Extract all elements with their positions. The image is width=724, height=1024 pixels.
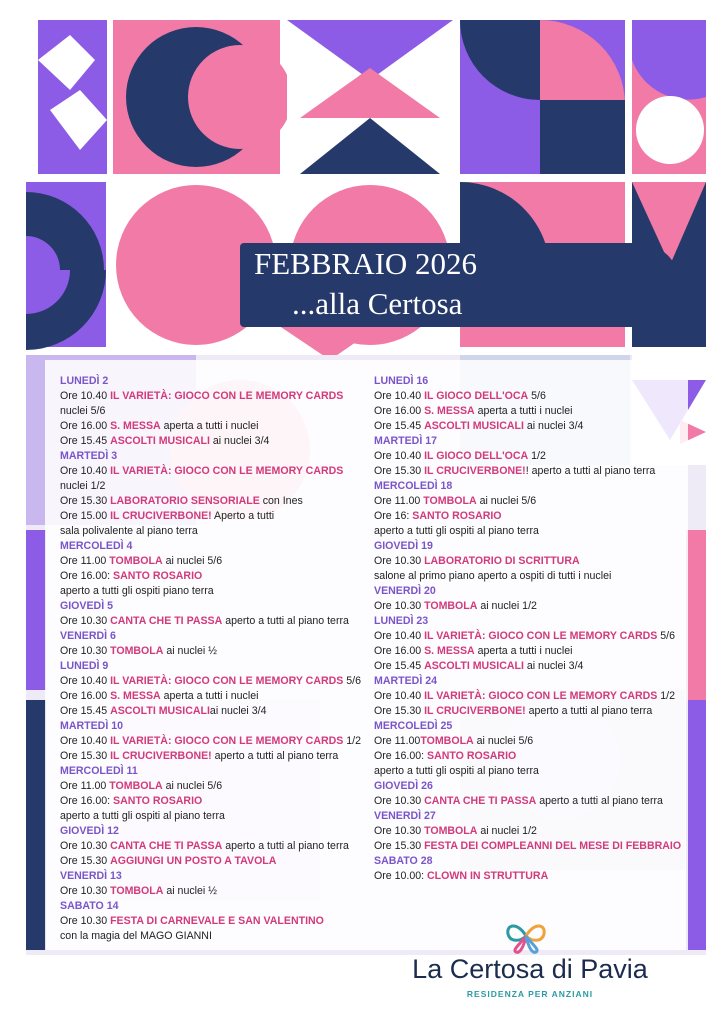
event-time: Ore 10.40 (374, 690, 425, 702)
event-time: Ore 15.00 (60, 510, 111, 522)
schedule-line (374, 569, 694, 584)
schedule-line (374, 839, 694, 854)
event-name: ASCOLTI MUSICALI (110, 705, 210, 717)
schedule-line (60, 809, 365, 824)
event-detail: ai nuclei 5/6 (476, 495, 537, 507)
event-detail: 1/2 (528, 450, 546, 462)
schedule-line (60, 434, 365, 449)
event-time: Ore 10.40 (374, 630, 425, 642)
schedule-line (374, 704, 694, 719)
day-heading: GIOVEDÌ 19 (374, 540, 433, 552)
event-name: ASCOLTI MUSICALI (424, 420, 524, 432)
event-time: Ore 15.30 (374, 840, 425, 852)
schedule-line (374, 449, 694, 464)
schedule-line (60, 404, 365, 419)
event-name: TOMBOLA (110, 645, 164, 657)
schedule-line (374, 824, 694, 839)
schedule-line (374, 689, 694, 704)
schedule-line (60, 674, 365, 689)
event-name: IL VARIETÀ: GIOCO CON LE MEMORY CARDS (424, 630, 658, 642)
schedule-line (374, 404, 694, 419)
event-name: ASCOLTI MUSICALI (110, 435, 210, 447)
schedule-line (60, 464, 365, 479)
schedule-line (60, 614, 365, 629)
event-time: aperto a tutti gli ospiti al piano terra (374, 525, 539, 537)
schedule-line (374, 734, 694, 749)
event-time: aperto a tutti gli ospiti al piano terra (374, 765, 539, 777)
schedule-line (374, 494, 694, 509)
event-detail: ai nuclei 1/2 (477, 825, 537, 837)
event-time: Ore 16.00: (60, 795, 113, 807)
schedule-line (60, 509, 365, 524)
event-time: Ore 15.30 (374, 705, 425, 717)
day-heading: MARTEDÌ 17 (374, 435, 437, 447)
page-title: FEBBRAIO 2026 (254, 246, 478, 281)
event-detail: 1/2 (657, 690, 676, 702)
event-time: Ore 16.00 (60, 690, 111, 702)
event-detail: ai nuclei 5/6 (162, 555, 223, 567)
event-name: IL VARIETÀ: GIOCO CON LE MEMORY CARDS (424, 690, 658, 702)
day-heading: GIOVEDÌ 26 (374, 780, 433, 792)
event-detail: ai nuclei 3/4 (523, 660, 584, 672)
event-name: IL VARIETÀ: GIOCO CON LE MEMORY CARDS (110, 390, 344, 402)
event-name: TOMBOLA (423, 495, 477, 507)
event-time: Ore 15.45 (374, 660, 425, 672)
schedule-line (60, 689, 365, 704)
schedule-line (60, 479, 365, 494)
schedule-line (60, 884, 365, 899)
event-time: Ore 10.30 (60, 615, 111, 627)
schedule-line (374, 554, 694, 569)
event-name: IL VARIETÀ: GIOCO CON LE MEMORY CARDS (110, 735, 344, 747)
event-time: Ore 15.30 (60, 750, 111, 762)
event-name: IL CRUCIVERBONE! (110, 510, 212, 522)
event-detail: ai nuclei 5/6 (162, 780, 223, 792)
schedule-line (60, 929, 365, 944)
event-detail: 5/6 (528, 390, 546, 402)
event-detail: aperta a tutti i nuclei (474, 645, 573, 657)
event-name: LABORATORIO SENSORIALE (110, 495, 260, 507)
event-detail: ! aperto a tutti al piano terra (525, 465, 656, 477)
event-detail: aperta a tutti i nuclei (160, 690, 259, 702)
day-heading: MERCOLEDÌ 25 (374, 720, 453, 732)
event-time: Ore 15.30 (60, 855, 111, 867)
event-time: aperto a tutti gli ospiti al piano terra (60, 810, 225, 822)
event-name: S. MESSA (110, 420, 161, 432)
event-time: Ore 10.30 (374, 600, 425, 612)
day-heading: VENERDÌ 20 (374, 585, 436, 597)
event-detail: aperto a tutti al piano terra (525, 705, 653, 717)
event-time: Ore 11.00 (374, 495, 424, 507)
event-name: S. MESSA (424, 405, 475, 417)
event-time: Ore 16: (374, 510, 413, 522)
event-detail: ai nuclei ½ (163, 645, 218, 657)
event-detail: aperto a tutti al piano terra (211, 750, 339, 762)
schedule-line (60, 734, 365, 749)
event-time: Ore 10.00: (374, 870, 427, 882)
event-detail: aperto a tutti al piano terra (222, 615, 349, 627)
event-detail: 5/6 (657, 630, 676, 642)
event-name: IL GIOCO DELL'OCA (424, 390, 529, 402)
schedule-right-column (374, 374, 694, 884)
event-time: Ore 15.45 (374, 420, 425, 432)
event-time: Ore 16.00 (60, 420, 111, 432)
schedule-line (374, 524, 694, 539)
event-time: Ore 10.40 (60, 735, 111, 747)
event-time: Ore 11.00 (374, 735, 421, 747)
event-time: salone al primo piano aperto a ospiti di tutti i nuclei (374, 570, 612, 582)
schedule-line (60, 794, 365, 809)
event-time: Ore 10.40 (374, 450, 425, 462)
schedule-line (60, 569, 365, 584)
event-time: Ore 11.00 (60, 780, 110, 792)
event-name: TOMBOLA (424, 825, 478, 837)
event-time: con la magia del MAGO GIANNI (60, 930, 212, 942)
schedule-line (60, 524, 365, 539)
day-heading: LUNEDÌ 16 (374, 375, 429, 387)
event-detail: aperta a tutti i nuclei (160, 420, 259, 432)
schedule-line (374, 794, 694, 809)
event-time: Ore 16.00 (374, 645, 425, 657)
day-heading: MERCOLEDÌ 18 (374, 480, 453, 492)
event-detail: ai nuclei 3/4 (523, 420, 584, 432)
event-name: FESTA DI CARNEVALE E SAN VALENTINO (110, 915, 324, 927)
schedule-line (374, 509, 694, 524)
logo-name: La Certosa di Pavia (412, 954, 648, 984)
schedule-line (374, 659, 694, 674)
event-detail: ai nuclei 1/2 (477, 600, 537, 612)
day-heading: LUNEDÌ 9 (60, 660, 109, 672)
event-time: Ore 15.45 (60, 705, 111, 717)
event-name: TOMBOLA (110, 885, 164, 897)
event-name: SANTO ROSARIO (113, 795, 203, 807)
event-time: Ore 10.30 (60, 915, 111, 927)
event-name: IL CRUCIVERBONE! (110, 750, 212, 762)
event-time: Ore 10.40 (60, 465, 111, 477)
event-time: Ore 10.30 (374, 795, 425, 807)
day-heading: SABATO 28 (374, 855, 433, 867)
event-time: Ore 16.00: (60, 570, 113, 582)
event-time: aperto a tutti gli ospiti piano terra (60, 585, 214, 597)
day-heading: SABATO 14 (60, 900, 119, 912)
event-time: Ore 15.45 (60, 435, 111, 447)
schedule-line (374, 629, 694, 644)
event-name: CLOWN IN STRUTTURA (427, 870, 549, 882)
event-name: AGGIUNGI UN POSTO A TAVOLA (110, 855, 277, 867)
day-heading: LUNEDÌ 23 (374, 615, 429, 627)
day-heading: GIOVEDÌ 12 (60, 825, 119, 837)
event-detail: 1/2 (343, 735, 362, 747)
event-detail: ai nuclei 3/4 (209, 705, 267, 717)
event-detail: con Ines (259, 495, 303, 507)
event-time: Ore 16.00: (374, 750, 427, 762)
event-name: ASCOLTI MUSICALI (424, 660, 524, 672)
schedule-line (60, 854, 365, 869)
schedule-line (60, 389, 365, 404)
schedule-line (60, 779, 365, 794)
schedule-line (60, 584, 365, 599)
event-time: Ore 15.30 (374, 465, 425, 477)
event-time: nuclei 5/6 (60, 405, 106, 417)
event-name: TOMBOLA (109, 780, 163, 792)
logo (410, 918, 650, 1008)
event-name: IL GIOCO DELL'OCA (424, 450, 529, 462)
schedule-line (60, 704, 365, 719)
schedule-line (60, 494, 365, 509)
event-name: CANTA CHE TI PASSA (110, 615, 223, 627)
schedule-line (60, 914, 365, 929)
event-time: Ore 11.00 (60, 555, 110, 567)
event-name: SANTO ROSARIO (427, 750, 517, 762)
schedule-line (374, 464, 694, 479)
event-time: sala polivalente al piano terra (60, 525, 198, 537)
day-heading: VENERDÌ 13 (60, 870, 122, 882)
event-name: TOMBOLA (424, 600, 478, 612)
schedule-line (60, 419, 365, 434)
event-time: Ore 10.30 (60, 645, 111, 657)
day-heading: VENERDÌ 27 (374, 810, 436, 822)
schedule-line (60, 839, 365, 854)
event-detail: ai nuclei 3/4 (209, 435, 270, 447)
event-time: Ore 10.40 (60, 675, 111, 687)
schedule-line (374, 749, 694, 764)
day-heading: MARTEDÌ 24 (374, 675, 437, 687)
schedule-line (60, 644, 365, 659)
event-name: TOMBOLA (420, 735, 474, 747)
schedule-line (374, 419, 694, 434)
event-name: SANTO ROSARIO (113, 570, 203, 582)
day-heading: MERCOLEDÌ 11 (60, 765, 138, 777)
event-name: FESTA DEI COMPLEANNI DEL MESE DI FEBBRAIO (424, 840, 682, 852)
schedule-line (374, 389, 694, 404)
schedule-line (374, 644, 694, 659)
event-time: Ore 10.40 (60, 390, 111, 402)
schedule-line (374, 869, 694, 884)
schedule-line (60, 749, 365, 764)
event-detail: aperto a tutti al piano terra (222, 840, 349, 852)
event-time: Ore 15.30 (60, 495, 111, 507)
event-name: TOMBOLA (109, 555, 163, 567)
event-name: S. MESSA (424, 645, 475, 657)
day-heading: MERCOLEDÌ 4 (60, 540, 133, 552)
event-time: Ore 10.30 (60, 840, 111, 852)
day-heading: GIOVEDÌ 5 (60, 600, 113, 612)
event-detail: ai nuclei 5/6 (473, 735, 534, 747)
event-detail: aperta a tutti i nuclei (474, 405, 573, 417)
page-subtitle: ...alla Certosa (292, 286, 463, 321)
event-name: CANTA CHE TI PASSA (424, 795, 537, 807)
event-name: CANTA CHE TI PASSA (110, 840, 223, 852)
event-time: Ore 10.30 (60, 885, 111, 897)
event-name: LABORATORIO DI SCRITTURA (424, 555, 580, 567)
schedule-left-column (60, 374, 365, 944)
event-detail: 5/6 (343, 675, 362, 687)
day-heading: LUNEDÌ 2 (60, 375, 109, 387)
event-name: IL VARIETÀ: GIOCO CON LE MEMORY CARDS (110, 675, 344, 687)
event-detail: aperto a tutti al piano terra (536, 795, 663, 807)
event-time: Ore 16.00 (374, 405, 425, 417)
event-name: IL CRUCIVERBONE! (424, 705, 526, 717)
day-heading: MARTEDÌ 10 (60, 720, 123, 732)
schedule-line (374, 764, 694, 779)
event-name: IL CRUCIVERBONE! (424, 465, 526, 477)
event-detail: Aperto a tutti (211, 510, 275, 522)
day-heading: VENERDÌ 6 (60, 630, 116, 642)
schedule-line (374, 599, 694, 614)
schedule-line (60, 554, 365, 569)
event-time: Ore 10.40 (374, 390, 425, 402)
event-time: Ore 10.30 (374, 825, 425, 837)
event-name: SANTO ROSARIO (412, 510, 502, 522)
event-detail: ai nuclei ½ (163, 885, 218, 897)
event-time: Ore 10.30 (374, 555, 425, 567)
event-name: S. MESSA (110, 690, 161, 702)
event-name: IL VARIETÀ: GIOCO CON LE MEMORY CARDS (110, 465, 344, 477)
butterfly-logo-icon (502, 918, 550, 954)
event-time: nuclei 1/2 (60, 480, 106, 492)
day-heading: MARTEDÌ 3 (60, 450, 118, 462)
logo-subtitle: RESIDENZA PER ANZIANI (466, 989, 594, 999)
